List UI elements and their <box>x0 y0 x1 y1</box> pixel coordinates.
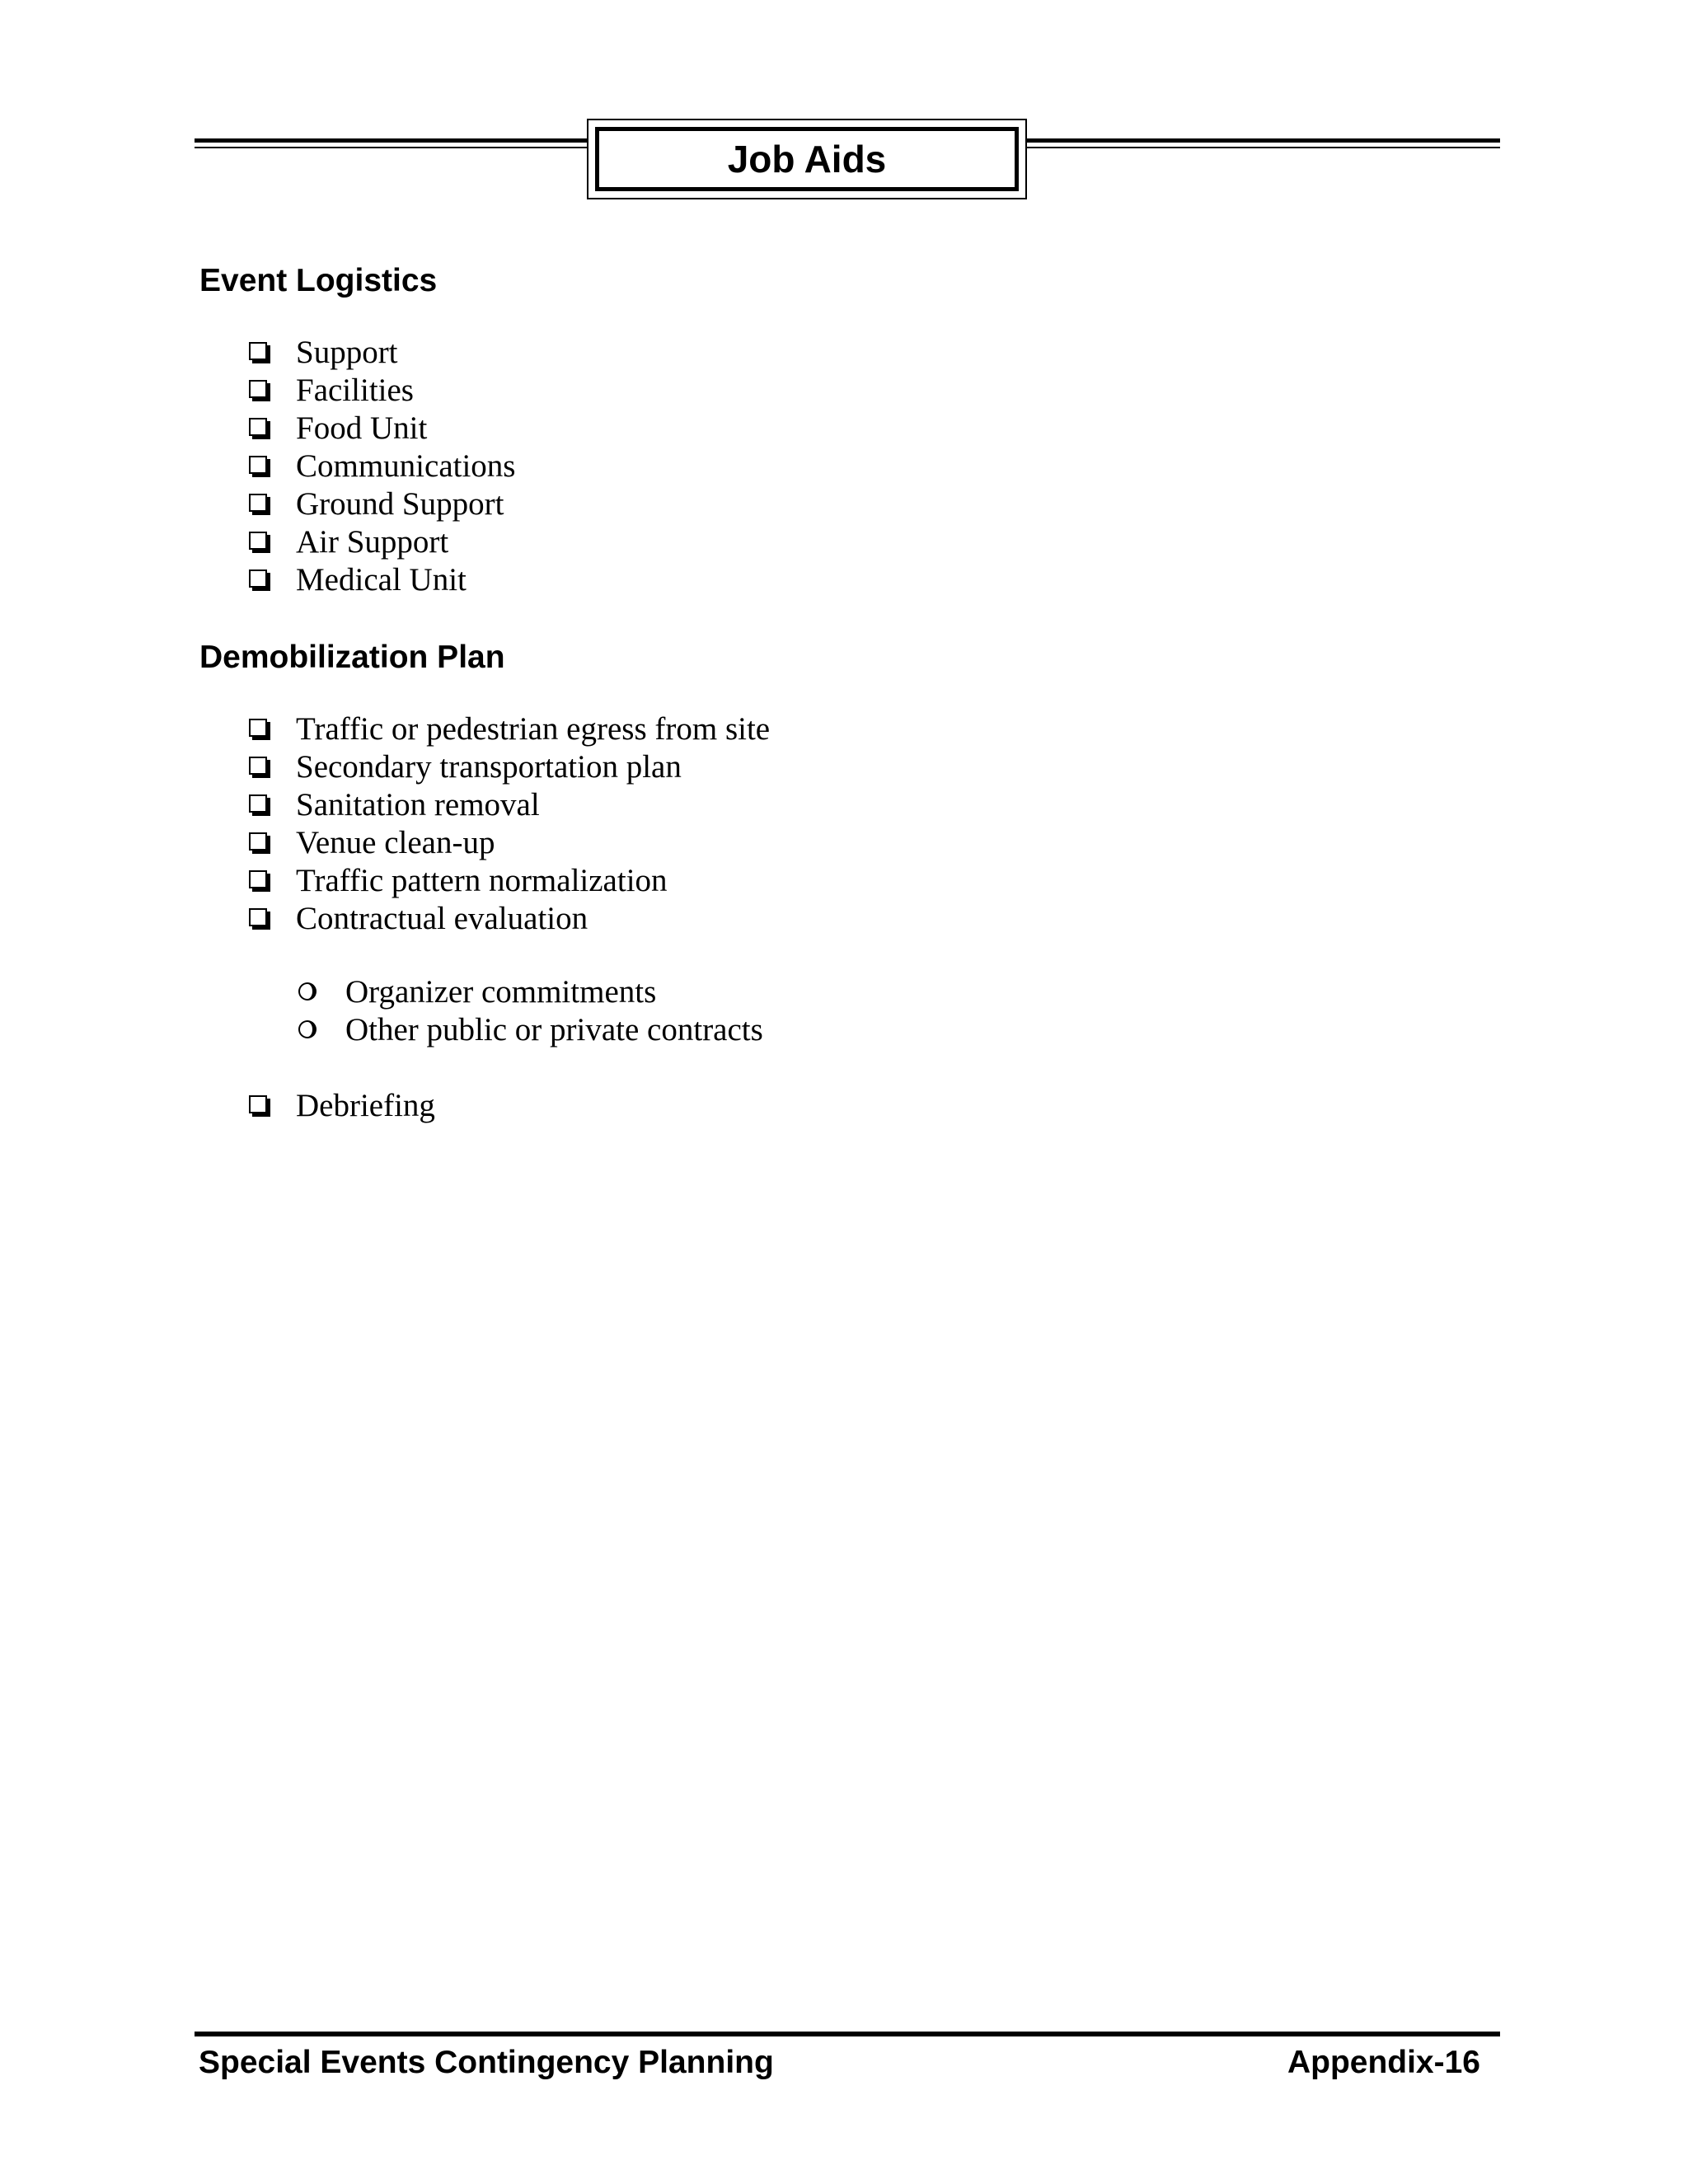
checklist-item[interactable]: Debriefing <box>249 1086 435 1124</box>
circle-bullet-icon[interactable] <box>298 982 316 1001</box>
checklist-item[interactable]: Communications <box>249 447 516 485</box>
checkbox-icon[interactable] <box>249 1095 267 1113</box>
footer-document-title: Special Events Contingency Planning <box>199 2045 774 2080</box>
checkbox-icon[interactable] <box>249 418 267 436</box>
checkbox-icon[interactable] <box>249 532 267 550</box>
checklist-item[interactable]: Medical Unit <box>249 560 516 598</box>
title-box <box>587 119 1027 199</box>
checkbox-icon[interactable] <box>249 832 267 851</box>
checklist-item[interactable]: Traffic pattern normalization <box>249 861 770 899</box>
checklist-item[interactable]: Support <box>249 333 516 371</box>
checklist-item[interactable]: Traffic or pedestrian egress from site <box>249 710 770 748</box>
checklist-item[interactable]: Sanitation removal <box>249 785 770 823</box>
footer-page-number: Appendix-16 <box>1287 2045 1480 2080</box>
checklist-item[interactable]: Food Unit <box>249 409 516 447</box>
event-logistics-checklist <box>249 333 516 598</box>
checklist-item[interactable]: Ground Support <box>249 485 516 523</box>
debriefing-checklist <box>249 1086 435 1124</box>
checklist-item[interactable]: Secondary transportation plan <box>249 748 770 785</box>
section-heading-event-logistics: Event Logistics <box>199 263 438 298</box>
footer-rule <box>195 2032 1500 2036</box>
section-heading-demobilization-plan: Demobilization Plan <box>199 640 505 675</box>
checkbox-icon[interactable] <box>249 757 267 775</box>
checkbox-icon[interactable] <box>249 456 267 474</box>
circle-bullet-icon[interactable] <box>298 1020 316 1038</box>
checklist-item[interactable]: Facilities <box>249 371 516 409</box>
checkbox-icon[interactable] <box>249 380 267 398</box>
checklist-item[interactable]: Contractual evaluation <box>249 899 770 937</box>
contractual-evaluation-sublist <box>298 972 763 1048</box>
sublist-item[interactable]: Organizer commitments <box>298 972 763 1010</box>
sublist-item[interactable]: Other public or private contracts <box>298 1010 763 1048</box>
checkbox-icon[interactable] <box>249 494 267 512</box>
checkbox-icon[interactable] <box>249 342 267 360</box>
checkbox-icon[interactable] <box>249 870 267 888</box>
demobilization-checklist <box>249 710 770 937</box>
checklist-item[interactable]: Air Support <box>249 523 516 560</box>
checkbox-icon[interactable] <box>249 794 267 813</box>
checkbox-icon[interactable] <box>249 719 267 737</box>
page-title: Job Aids <box>727 138 887 180</box>
checklist-item[interactable]: Venue clean-up <box>249 823 770 861</box>
checkbox-icon[interactable] <box>249 908 267 926</box>
checkbox-icon[interactable] <box>249 569 267 588</box>
